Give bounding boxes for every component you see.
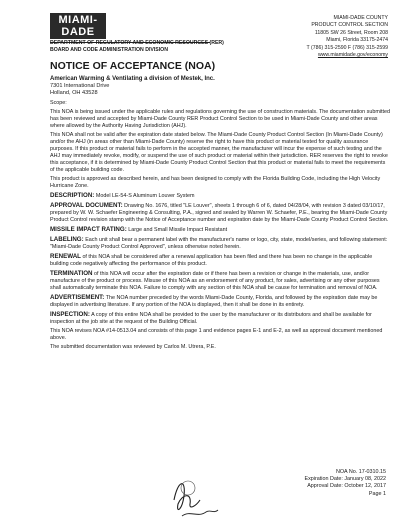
office-line: T (786) 315-2590 F (786) 315-2599 (306, 44, 388, 51)
approval-date: Approval Date: October 12, 2017 (307, 483, 386, 490)
paragraph-heading: MISSILE IMPACT RATING: (50, 226, 127, 233)
noa-paragraph (50, 109, 390, 130)
page-number: Page 1 (368, 490, 386, 497)
noa-paragraph (50, 328, 390, 342)
noa-paragraph (50, 236, 390, 251)
noa-paragraph (50, 202, 390, 224)
noa-paragraph (50, 270, 390, 292)
noa-paragraph (50, 192, 390, 200)
county-logo (50, 13, 180, 43)
noa-paragraph (50, 294, 390, 309)
noa-number: NOA No. 17-0310.15 (335, 469, 386, 475)
paragraph-heading: DESCRIPTION: (50, 192, 95, 199)
paragraph-text: Model LE-54-S Aluminum Louver System (95, 193, 195, 199)
company-name: American Warming & Ventilating a division of Mestek, Inc. (50, 76, 215, 82)
paragraph-text: This product is approved as described herein, and has been designed to comply with the Florida Building Code, including the High Velocity Hurricane Zone. (50, 176, 381, 189)
noa-paragraphs (50, 100, 390, 351)
company-street: 7301 International Drive (50, 83, 110, 89)
noa-paragraph (50, 253, 390, 268)
office-line: PRODUCT CONTROL SECTION (311, 22, 388, 29)
department-line-1: DEPARTMENT OF REGULATORY AND ECONOMIC RESOURCES (RER) (50, 40, 224, 46)
office-website-link[interactable]: www.miamidade.gov/economy (317, 52, 388, 59)
office-address-block (278, 15, 388, 59)
paragraph-text: The submitted documentation was reviewed by Carlos M. Utrera, P.E. (50, 344, 216, 350)
paragraph-text: A copy of this entire NOA shall be provided to the user by the manufacturer or its distributors and shall be available for inspection at the job site at the request of the Building Official. (50, 312, 372, 325)
noa-paragraph (50, 226, 390, 234)
paragraph-text: The NOA number preceded by the words Miami-Dade County, Florida, and followed by the expiration date may be displayed in advertising literature. If any portion of the NOA is displayed, then it shall be done in its entirety. (50, 295, 378, 308)
paragraph-heading: INSPECTION: (50, 311, 90, 318)
noa-paragraph (50, 100, 390, 107)
paragraph-text: This NOA is being issued under the applicable rules and regulations governing the use of construction materials. The documentation submitted has been reviewed and accepted by Miami-Dade County RER Product Control Section to be used in Miami-Dade County and other areas where allowed by the Authority Having Jurisdiction (AHJ). (50, 109, 391, 129)
paragraph-heading: RENEWAL (50, 253, 81, 260)
paragraph-text: of this NOA shall be considered after a renewal application has been filed and there has been no change in the applicable building code negatively affecting the performance of this product. (50, 254, 373, 267)
office-line: 11805 SW 26 Street, Room 208 (314, 29, 388, 36)
department-block (50, 40, 240, 54)
noa-paragraph (50, 344, 390, 351)
noa-footer (304, 469, 386, 498)
noa-paragraph (50, 132, 390, 174)
logo-text: MIAMI-DADE (50, 13, 106, 39)
paragraph-heading: APPROVAL DOCUMENT: (50, 202, 123, 209)
paragraph-text: This NOA shall not be valid after the expiration date stated below. The Miami-Dade County Product Control Section (In Miami-Dade County) and/or the AHJ (in areas other than Miami-Dade County) reserve the right to have this product or material tested for quality assurance purposes. If this product or material fails to perform in the accepted manner, the manufacturer will incur the expense of such testing and the AHJ may immediately revoke, modify, or suspend the use of such product or material within their jurisdiction. RER reserves the right to revoke this acceptance, if it is determined by Miami-Dade County Product Control Section that this product or material fails to meet the requirements of the applicable building code. (50, 132, 388, 173)
paragraph-heading: LABELING: (50, 236, 84, 243)
noa-body (50, 76, 390, 353)
office-line: Miami, Florida 33175-2474 (326, 37, 388, 44)
noa-paragraph (50, 176, 390, 190)
paragraph-text: of this NOA will occur after the expiration date or if there has been a revision or change in the materials, use, and/or manufacture of the product or process. Misuse of this NOA as an endorsement of any product, for sales, advertising or any other purposes shall automatically terminate this NOA. Failure to comply with any section of this NOA shall be cause for termination and removal of NOA. (50, 271, 380, 291)
noa-paragraph (50, 311, 390, 326)
paragraph-text: Each unit shall bear a permanent label with the manufacturer's name or logo, city, state, model/series, and following statement: "Miami-Dade County Product Control Approved", unless otherwise noted herein. (50, 237, 388, 250)
department-line-2: BOARD AND CODE ADMINISTRATION DIVISION (50, 47, 168, 53)
office-line: MIAMI-DADE COUNTY (333, 15, 388, 21)
page-title: NOTICE OF ACCEPTANCE (NOA) (50, 60, 216, 72)
signature-icon (168, 470, 228, 522)
paragraph-text: This NOA revises NOA #14-0513.04 and consists of this page 1 and evidence pages E-1 and E-2, as well as approval document mentioned above. (50, 328, 383, 341)
company-city: Holland, OH 43528 (50, 90, 98, 96)
paragraph-text: Large and Small Missile Impact Resistant (128, 227, 228, 233)
paragraph-heading: TERMINATION (50, 270, 93, 277)
expiration-date: Expiration Date: January 08, 2022 (304, 476, 386, 483)
paragraph-text: Scope: (50, 100, 67, 106)
paragraph-text: Drawing No. 1676, titled "LE Louver", sheets 1 through 6 of 6, dated 04/28/04, with revision 3 dated 03/10/17, prepared by W. W. Schaefer Engineering & Consulting, P.A., signed and sealed by Warren W. Schaefer, P.E., bearing the Miami-Dade County Product Control revision stamp with the Notice of Acceptance number and expiration date by the Miami-Dade County Product Control Section. (50, 203, 389, 223)
paragraph-heading: ADVERTISEMENT: (50, 294, 105, 301)
